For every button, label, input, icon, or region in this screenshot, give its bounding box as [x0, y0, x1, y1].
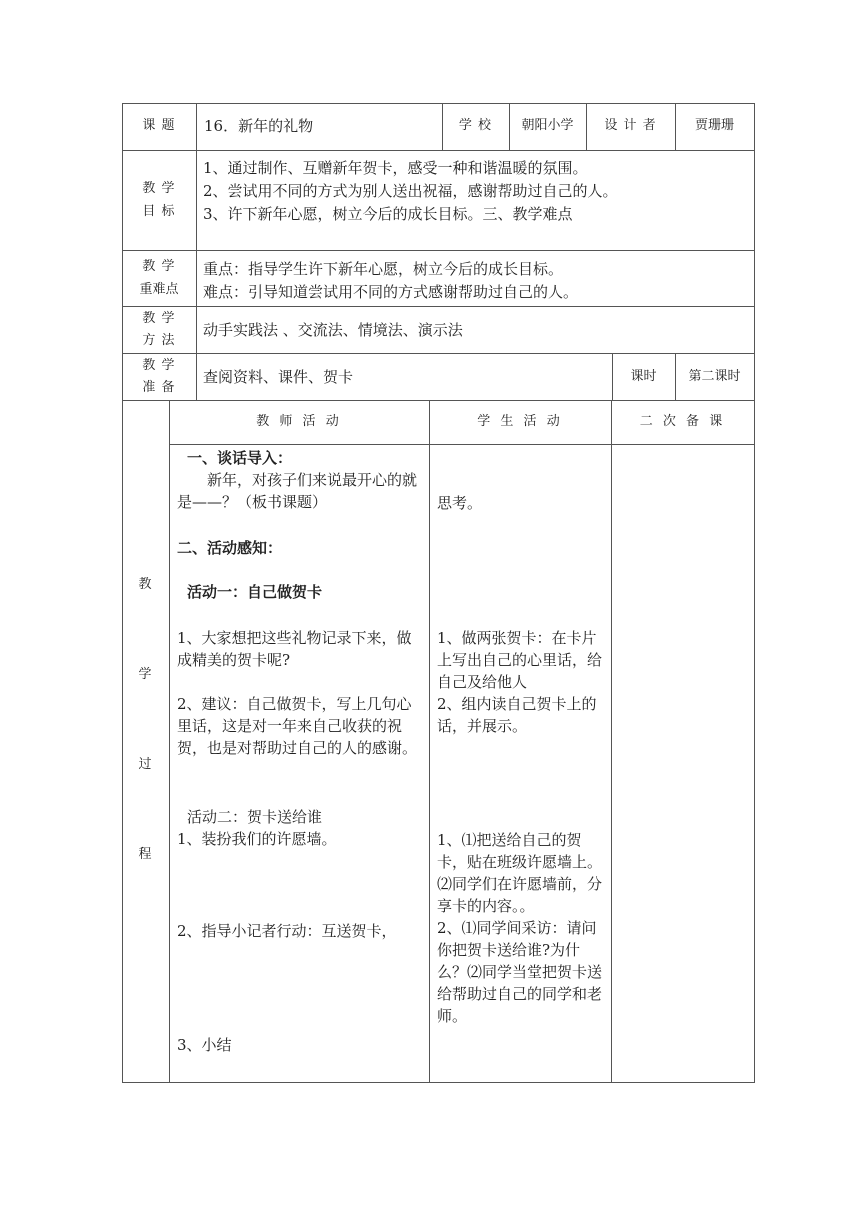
period-label: 课时 [630, 369, 657, 384]
period-value: 第二课时 [688, 369, 741, 384]
goals-label-1: 教 学 [142, 181, 176, 196]
process-side-label-4: 程 [138, 847, 153, 862]
goal-item-2: 2、尝试用不同的方式为别人送出祝福，感谢帮助过自己的人。 [203, 182, 618, 200]
keypoint-difficult: 难点：引导知道尝试用不同的方式感谢帮助过自己的人。 [203, 283, 579, 301]
school-label: 学 校 [458, 118, 493, 133]
activity-one-step-2: 2、建议：自己做贺卡，写上几句心里话，这是对一年来自己收获的祝贺，也是对帮助过自己的人的感谢。 [177, 695, 418, 757]
activity-two-title: 活动二：贺卡送给谁 [187, 808, 323, 826]
keypoint-important: 重点：指导学生许下新年心愿，树立今后的成长目标。 [203, 260, 564, 278]
teacher-activity-header: 教 师 活 动 [256, 414, 342, 429]
prep-label-1: 教 学 [142, 358, 176, 373]
activity-two-step-1: 1、装扮我们的许愿墙。 [177, 830, 337, 848]
student-think: 思考。 [437, 494, 483, 512]
keypoints-label-2: 重难点 [139, 282, 179, 297]
second-prep-header: 二 次 备 课 [639, 414, 726, 429]
process-side-label-1: 教 [138, 577, 153, 592]
designer-value: 贾珊珊 [694, 118, 734, 133]
activity-one-step-1: 1、大家想把这些礼物记录下来，做成精美的贺卡呢? [177, 629, 412, 669]
section-activity-title: 二、活动感知： [177, 539, 283, 557]
keypoints-label-1: 教 学 [142, 259, 176, 274]
student-activity-header: 学 生 活 动 [477, 414, 563, 429]
goal-item-3: 3、许下新年心愿，树立今后的成长目标。三、教学难点 [203, 205, 573, 223]
student-step-3: 1、⑴把送给自己的贺卡，贴在班级许愿墙上。⑵同学们在许愿墙前，分享卡的内容。。 [437, 831, 603, 915]
activity-two-summary: 3、小结 [177, 1036, 232, 1054]
course-label: 课 题 [142, 118, 176, 133]
method-label-2: 方 法 [142, 333, 176, 348]
prep-value: 查阅资料、课件、贺卡 [203, 368, 354, 386]
section-intro-text: 新年，对孩子们来说最开心的就是——？（板书课题） [177, 471, 418, 511]
designer-label: 设 计 者 [604, 118, 657, 133]
student-step-1: 1、做两张贺卡：在卡片上写出自己的心里话，给自己及给他人 [437, 629, 603, 691]
goal-item-1: 1、通过制作、互赠新年贺卡，感受一种和谐温暖的氛围。 [203, 159, 588, 177]
process-side-label-2: 学 [138, 667, 153, 682]
activity-two-step-2: 2、指导小记者行动：互送贺卡， [177, 922, 397, 940]
student-step-4: 2、⑴同学间采访：请问你把贺卡送给谁?为什么？⑵同学当堂把贺卡送给帮助过自己的同学和老师。 [437, 919, 603, 1025]
method-value: 动手实践法 、交流法、情境法、演示法 [203, 321, 463, 339]
course-title: 16．新年的礼物 [204, 117, 314, 135]
goals-label-2: 目 标 [142, 204, 176, 219]
process-side-label-3: 过 [138, 757, 153, 772]
prep-label-2: 准 备 [142, 380, 176, 395]
school-value: 朝阳小学 [521, 118, 574, 133]
activity-one-title: 活动一：自己做贺卡 [187, 583, 323, 601]
section-intro-title: 一、谈话导入： [187, 449, 293, 467]
method-label-1: 教 学 [142, 311, 176, 326]
student-step-2: 2、组内读自己贺卡上的话，并展示。 [437, 695, 597, 735]
